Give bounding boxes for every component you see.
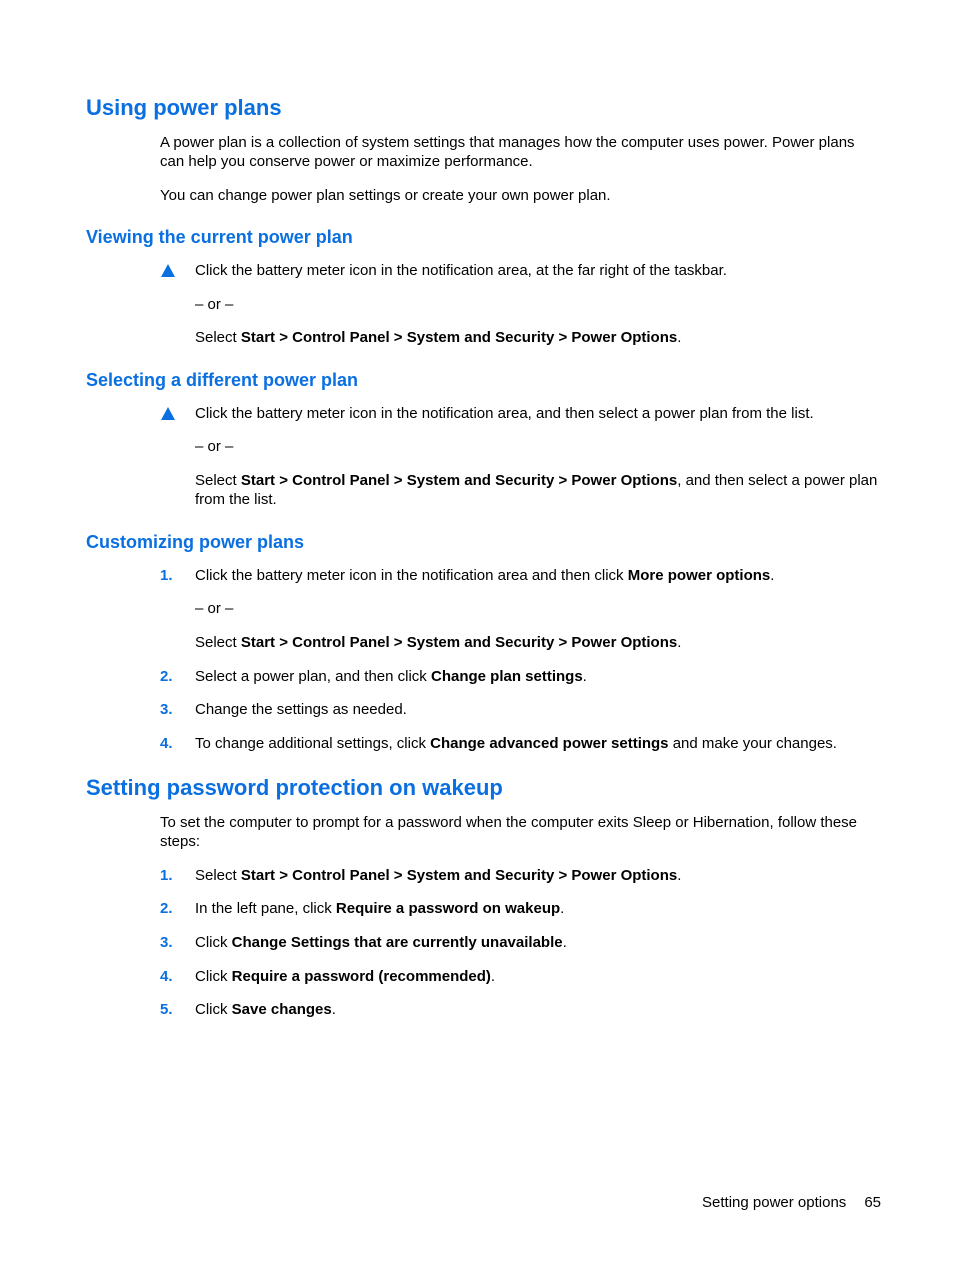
heading-password-protection: Setting password protection on wakeup <box>86 775 503 800</box>
step-number: 3. <box>160 934 173 951</box>
select-path-customizing: Select Start > Control Panel > System and Security > Power Options. <box>195 634 682 651</box>
password-step-4: Click Require a password (recommended). <box>195 968 496 985</box>
password-step-5: Click Save changes. <box>195 1001 336 1018</box>
heading-selecting-plan: Selecting a different power plan <box>86 370 359 390</box>
step-number: 4. <box>160 735 173 752</box>
step-number: 5. <box>160 1001 173 1018</box>
or-separator: – or – <box>195 600 234 617</box>
page-number: 65 <box>864 1194 881 1211</box>
customizing-step-4: To change additional settings, click Change advanced power settings and make your changes. <box>195 735 837 752</box>
page-footer <box>702 1193 881 1212</box>
step-number: 1. <box>160 567 173 584</box>
password-step-2: In the left pane, click Require a password on wakeup. <box>195 900 565 917</box>
customizing-step-2: Select a power plan, and then click Change plan settings. <box>195 668 587 685</box>
heading-customizing-plans: Customizing power plans <box>86 532 305 552</box>
step-number: 4. <box>160 968 173 985</box>
paragraph-change-settings: You can change power plan settings or create your own power plan. <box>160 187 611 204</box>
step-number: 2. <box>160 668 173 685</box>
caution-triangle-icon <box>161 407 175 420</box>
step-viewing: Click the battery meter icon in the notification area, at the far right of the taskbar. <box>195 262 727 279</box>
or-separator: – or – <box>195 296 234 313</box>
caution-triangle-icon <box>161 264 175 277</box>
step-number: 1. <box>160 867 173 884</box>
step-number: 3. <box>160 701 173 718</box>
heading-viewing-current-plan: Viewing the current power plan <box>86 227 353 247</box>
password-step-1: Select Start > Control Panel > System and Security > Power Options. <box>195 867 682 884</box>
password-step-3: Click Change Settings that are currently unavailable. <box>195 934 567 951</box>
customizing-step-3: Change the settings as needed. <box>195 701 407 718</box>
paragraph-power-plan-definition: A power plan is a collection of system settings that manages how the computer uses power. Power plans can help you conserve power or maximize performance. <box>160 134 855 170</box>
footer-section-title: Setting power options <box>702 1194 847 1211</box>
step-number: 2. <box>160 900 173 917</box>
select-path-viewing: Select Start > Control Panel > System and Security > Power Options. <box>195 329 682 346</box>
select-path-selecting: Select Start > Control Panel > System and Security > Power Options, and then select a power plan from the list. <box>195 472 878 508</box>
customizing-step-1: Click the battery meter icon in the notification area and then click More power options. <box>195 567 775 584</box>
step-selecting: Click the battery meter icon in the notification area, and then select a power plan from the list. <box>195 405 814 422</box>
heading-using-power-plans: Using power plans <box>86 95 282 120</box>
or-separator: – or – <box>195 438 234 455</box>
paragraph-password-intro: To set the computer to prompt for a password when the computer exits Sleep or Hibernation, follow these steps: <box>160 814 858 850</box>
